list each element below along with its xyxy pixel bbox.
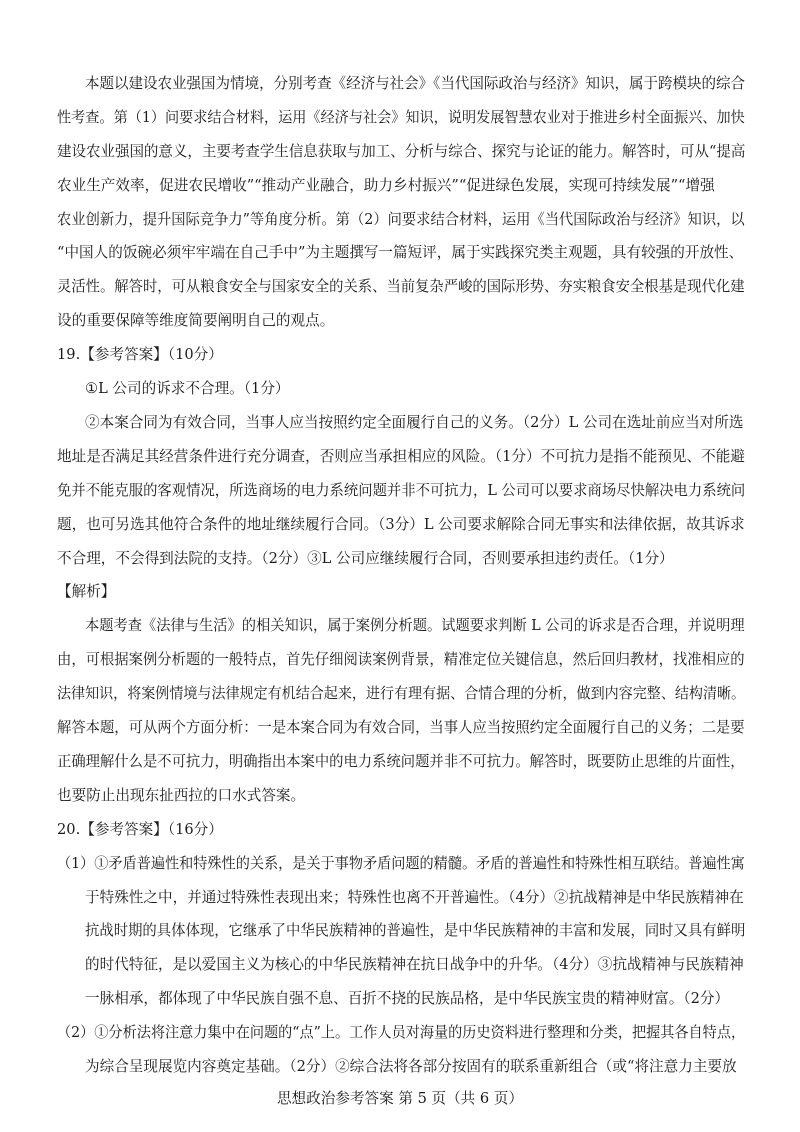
answer-line: 一脉相承，都体现了中华民族自强不息、百折不挠的民族品格，是中华民族宝贵的精神财富。（2分） (85, 990, 730, 1007)
question-heading: 19.【参考答案】（10分） (57, 346, 223, 363)
text-line: 建设农业强国的意义，主要考查学生信息获取与加工、分析与综合、探究与论证的能力。解答时，可从“提高 (57, 143, 746, 160)
text-line: 灵活性。解答时，可从粮食安全与国家安全的关系、当前复杂严峻的国际形势、夯实粮食安全根基是现代化建 (57, 278, 745, 295)
text-line: 也要防止出现东扯西拉的口水式答案。 (57, 787, 306, 804)
text-line: 本题考查《法律与生活》的相关知识，属于案例分析题。试题要求判断 L 公司的诉求是否合理，并说明理 (85, 617, 745, 634)
answer-line: 于特殊性之中，并通过特殊性表现出来；特殊性也离不开普遍性。（4分）②抗战精神是中华民族精神在 (85, 889, 744, 906)
text-line: 农业创新力，提升国际竞争力”等角度分析。第（2）问要求结合材料，运用《当代国际政治与经济》知识，以 (57, 211, 745, 228)
text-line: 本题以建设农业强国为情境，分别考查《经济与社会》《当代国际政治与经济》知识，属于跨模块的综合 (85, 75, 746, 92)
text-line: “中国人的饭碗必须牢牢端在自己手中”为主题撰写一篇短评，属于实践探究类主观题，具有较强的开放性、 (57, 244, 744, 261)
text-line: 由，可根据案例分析题的一般特点，首先仔细阅读案例背景，精准定位关键信息，然后回归教材，找准相应的 (57, 651, 745, 668)
text-line: 正确理解什么是不可抗力，明确指出本案中的电力系统问题并非不可抗力。解答时，既要防止思维的片面性， (57, 753, 745, 770)
text-line: 设的重要保障等维度简要阐明自己的观点。 (57, 312, 335, 329)
analysis-label: 【解析】 (57, 583, 116, 600)
answer-line: （1）①矛盾普遍性和特殊性的关系，是关于事物矛盾问题的精髓。矛盾的普遍性和特殊性相互联结。普遍性寓 (57, 855, 745, 872)
answer-line: ①L 公司的诉求不合理。（1分） (85, 380, 290, 397)
answer-line: 不合理，不会得到法院的支持。（2分）③L 公司应继续履行合同，否则要承担违约责任。（1分） (57, 550, 674, 567)
text-line: 农业生产效率，促进农民增收”“推动产业融合，助力乡村振兴”“促进绿色发展，实现可持续发展”“增强 (57, 177, 715, 194)
answer-line: 为综合呈现展览内容奠定基础。（2分）②综合法将各部分按固有的联系重新组合（或“将注意力主要放 (85, 1058, 737, 1075)
answer-line: 题，也可另选其他符合条件的地址继续履行合同。（3分）L 公司要求解除合同无事实和法律依据，故其诉求 (57, 516, 745, 533)
answer-line: （2）①分析法将注意力集中在问题的“点”上。工作人员对海量的历史资料进行整理和分类，把握其各自特点， (57, 1024, 746, 1041)
page-footer: 思想政治参考答案 第 5 页（共 6 页） (276, 1090, 524, 1107)
question-heading: 20.【参考答案】（16分） (57, 821, 223, 838)
text-line: 法律知识，将案例情境与法律规定有机结合起来，进行有理有据、合情合理的分析，做到内容完整、结构清晰。 (57, 685, 746, 702)
answer-line: 免并不能克服的客观情况，所选商场的电力系统问题并非不可抗力，L 公司可以要求商场尽快解决电力系统问 (57, 482, 746, 499)
answer-line: 抗战时期的具体体现，它继承了中华民族精神的普遍性，是中华民族精神的丰富和发展，同时又具有鲜明 (85, 922, 746, 939)
text-line: 性考查。第（1）问要求结合材料，运用《经济与社会》知识，说明发展智慧农业对于推进乡村全面振兴、加快 (57, 109, 745, 126)
answer-line: ②本案合同为有效合同，当事人应当按照约定全面履行自己的义务。（2分）L 公司在选址前应当对所选 (85, 414, 744, 431)
answer-line: 的时代特征，是以爱国主义为核心的中华民族精神在抗日战争中的升华。（4分）③抗战精神与民族精神 (85, 956, 744, 973)
answer-line: 地址是否满足其经营条件进行充分调查，否则应当承担相应的风险。（1分）不可抗力是指不能预见、不能避 (57, 448, 745, 465)
text-line: 解答本题，可从两个方面分析：一是本案合同为有效合同，当事人应当按照约定全面履行自己的义务；二是要 (57, 719, 745, 736)
